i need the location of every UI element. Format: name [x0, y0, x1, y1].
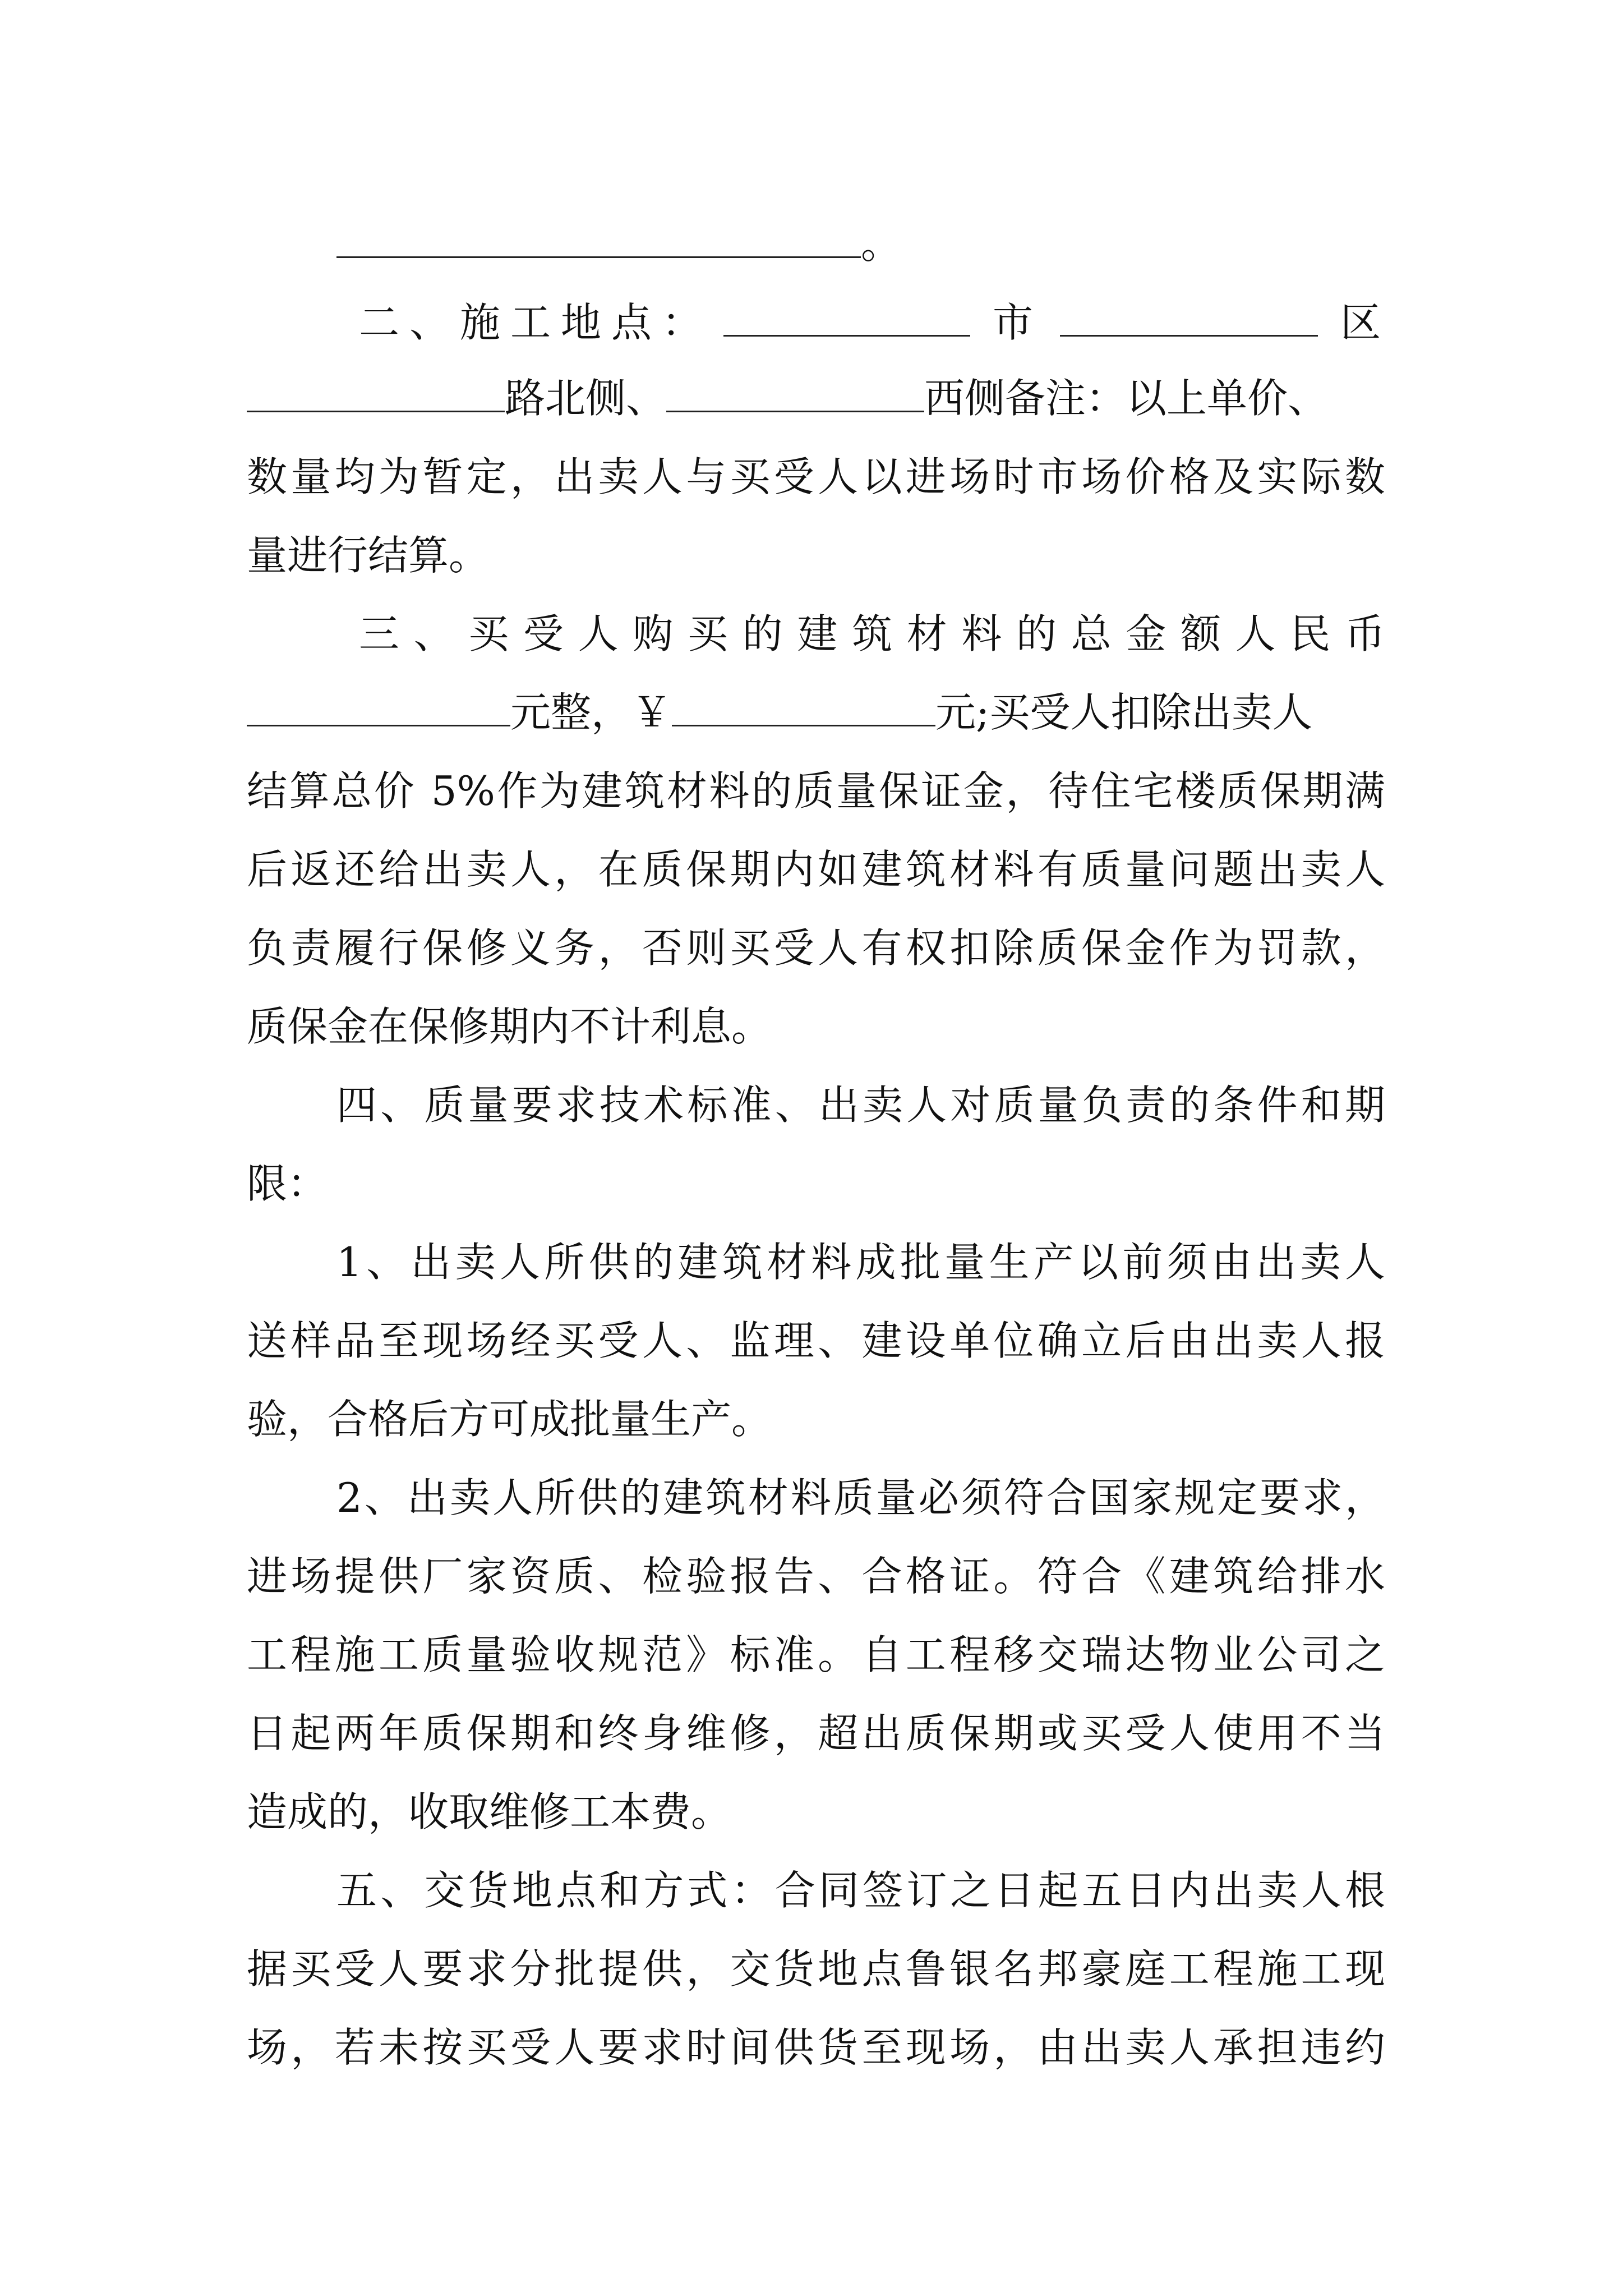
text-segment: 五、交货地点和方式：合同签订之日起五日内出卖人根 [336, 1867, 1385, 1914]
text-segment: 元整，￥ [510, 689, 672, 736]
text-segment: 路北侧、 [505, 375, 667, 422]
text-line [247, 1391, 1385, 1447]
text-segment: 验，合格后方可成批量生产。 [247, 1396, 772, 1443]
text-segment: 。 [861, 220, 902, 268]
section-heading-line [336, 1862, 1385, 1918]
text-segment: 1、出卖人所供的建筑材料成批量生产以前须由出卖人 [336, 1239, 1385, 1286]
text-segment: 区 [1340, 299, 1391, 346]
text-line [247, 763, 1385, 819]
fill-in-blank [666, 376, 924, 412]
fill-in-blank [247, 690, 510, 726]
text-line [247, 527, 1385, 583]
text-line [336, 216, 902, 272]
text-segment: 据买受人要求分批提供，交货地点鲁银名邦豪庭工程施工现 [247, 1945, 1385, 1993]
text-line [247, 1941, 1385, 1997]
text-line [247, 684, 1385, 740]
fill-in-blank [672, 690, 935, 726]
fill-in-blank [1060, 300, 1318, 337]
text-segment: 场，若未按买受人要求时间供货至现场，由出卖人承担违约 [247, 2024, 1385, 2071]
section-heading-line [359, 295, 1391, 351]
text-segment: 2、出卖人所供的建筑材料质量必须符合国家规定要求， [336, 1474, 1385, 1521]
text-segment: 送样品至现场经买受人、监理、建设单位确立后由出卖人报 [247, 1317, 1385, 1364]
text-line [336, 1470, 1385, 1526]
fill-in-blank [247, 376, 505, 412]
text-line [247, 999, 1385, 1055]
text-segment: 限： [247, 1160, 328, 1207]
text-segment: 西侧备注：以上单价、 [924, 375, 1329, 422]
text-segment: 日起两年质保期和终身维修，超出质保期或买受人使用不当 [247, 1710, 1385, 1757]
text-segment: 进场提供厂家资质、检验报告、合格证。符合《建筑给排水 [247, 1553, 1385, 1600]
text-segment: 市 [993, 299, 1044, 346]
text-segment: 三、买受人购买的建筑材料的总金额人民币 [359, 610, 1385, 657]
text-line [247, 1313, 1385, 1369]
text-segment: 结算总价 5%作为建筑材料的质量保证金，待住宅楼质保期满 [247, 767, 1385, 815]
text-line [247, 449, 1385, 505]
section-heading-line [336, 1077, 1385, 1133]
text-segment: 工程施工质量验收规范》标准。自工程移交瑞达物业公司之 [247, 1631, 1385, 1678]
text-segment: 四、质量要求技术标准、出卖人对质量负责的条件和期 [336, 1082, 1385, 1129]
text-segment: 元;买受人扣除出卖人 [935, 689, 1313, 736]
text-line [247, 1627, 1385, 1683]
text-line [336, 1234, 1385, 1290]
text-line [247, 920, 1385, 976]
text-line [247, 841, 1385, 898]
text-segment: 造成的，收取维修工本费。 [247, 1788, 732, 1835]
fill-in-blank [723, 300, 970, 337]
text-segment: 数量均为暂定，出卖人与买受人以进场时市场价格及实际数 [247, 453, 1385, 500]
text-line [247, 370, 1385, 426]
section-heading-line [359, 606, 1385, 662]
text-segment: 负责履行保修义务，否则买受人有权扣除质保金作为罚款， [247, 924, 1385, 972]
text-line [247, 1548, 1385, 1604]
text-segment: 后返还给出卖人，在质保期内如建筑材料有质量问题出卖人 [247, 846, 1385, 893]
text-line [247, 2019, 1385, 2076]
text-segment: 质保金在保修期内不计利息。 [247, 1003, 772, 1050]
text-line [247, 1784, 1385, 1840]
text-line [247, 1705, 1385, 1761]
text-segment: 二、施工地点： [359, 299, 713, 346]
text-line [247, 1156, 1385, 1212]
fill-in-blank [336, 222, 861, 258]
text-segment: 量进行结算。 [247, 532, 490, 579]
